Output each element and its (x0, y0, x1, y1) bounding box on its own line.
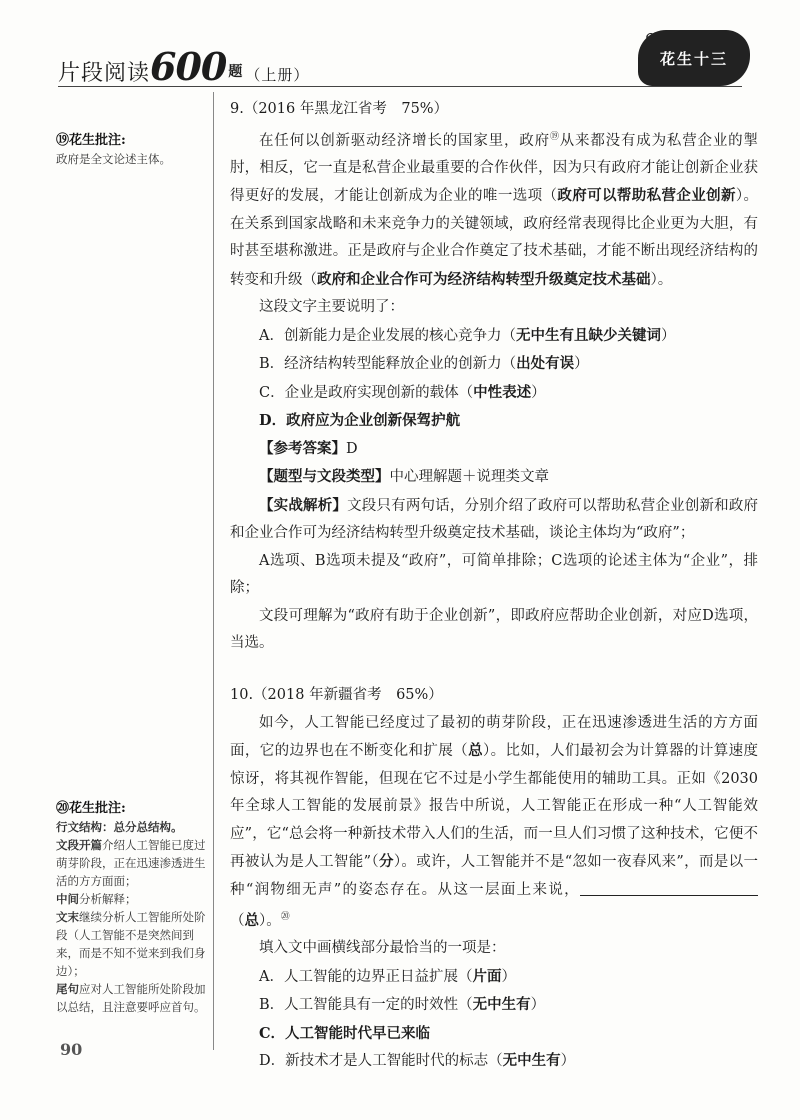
option-text: ） (530, 997, 546, 1014)
passage-annotation: 政府和企业合作可为经济结构转型升级奠定技术基础 (317, 270, 651, 288)
side-note-text: 介绍人工智能已度过萌芽阶段，正在迅速渗透进生活的方方面面； (56, 838, 206, 888)
analysis-3: 文段可理解为“政府有助于企业创新”，即政府应帮助企业创新，对应D选项，当选。 (230, 607, 758, 652)
side-note-line (56, 980, 206, 1016)
passage-annotation: 政府可以帮助私营企业创新 (557, 187, 736, 205)
question-type (230, 463, 758, 492)
option-c (230, 379, 758, 408)
passage-text: （ (230, 912, 245, 929)
option-note: 片面 (472, 967, 502, 985)
passage-text: ）。 (259, 912, 281, 929)
option-b (230, 991, 758, 1020)
passage-text: ）。或许，人工智能并不是“忽如一夜春风来”，而是以一种“润物细无声”的姿态存在。从这一层面上来说， (230, 854, 759, 898)
question-title: 9.（2016 年黑龙江省考 75%） (230, 101, 449, 117)
brand-logo: 花生十三 (638, 30, 750, 86)
side-note-text: 应对人工智能所处阶段加以总结，且注意要呼应首句。 (56, 982, 206, 1014)
question-10 (230, 682, 758, 1076)
option-text: B．人工智能具有一定的时效性（ (259, 997, 473, 1014)
question-9 (230, 96, 758, 658)
margin-divider (213, 92, 214, 1050)
book-title-text: 片段阅读 (58, 61, 151, 86)
option-c: C．人工智能时代早已来临 (259, 1024, 431, 1042)
answer (230, 435, 758, 464)
side-note-line (56, 890, 206, 908)
side-note-text: 分析解释； (79, 892, 137, 906)
side-note-body: 政府是全文论述主体。 (56, 152, 171, 166)
annotation-marker: ⑳ (280, 912, 290, 922)
book-volume: （上册） (245, 66, 310, 84)
side-note-keyword: 中间 (56, 892, 79, 906)
page-number: 90 (60, 1040, 83, 1059)
answer-value: D (346, 440, 358, 457)
analysis-1 (230, 492, 758, 548)
analysis-2: A选项、B选项未提及“政府”，可简单排除；C选项的论述主体为“企业”，排除； (230, 552, 758, 597)
option-d (230, 1047, 758, 1076)
option-text: ） (574, 356, 589, 373)
side-note-keyword: 尾句 (56, 982, 79, 996)
book-title-suffix: 题 (228, 64, 244, 80)
option-b (230, 350, 758, 379)
passage-text: ）。在关系到国家战略和未来竞争力的关键领域，政府经常表现得比企业更为大胆，有时甚至堪称激进。正是政府与企业合作奠定了技术基础，才能不断出现经济结构的转变和升级（ (230, 188, 759, 288)
side-note-19 (56, 132, 206, 168)
side-note-title: ⑳花生批注: (56, 801, 126, 816)
passage-text: ）。比如，人们最初会为计算器的计算速度惊讶，将其视作智能，但现在它不过是小学生都能使用的辅助工具。正如《2030年全球人工智能的发展前景》报告中所说，人工智能正在形成一种“人工智能效应”，它“总会将一种新技术带入人们的生活，而一旦人们习惯了这种技术，它便不再被认为是人工智能”（ (230, 743, 759, 870)
side-note-20 (56, 800, 206, 1016)
option-text: ） (560, 1053, 576, 1070)
passage-annotation: 总 (244, 911, 259, 929)
option-note: 出处有误 (516, 355, 575, 373)
side-note-line (56, 836, 206, 890)
question-passage (230, 124, 758, 295)
answer-blank (580, 877, 758, 896)
option-d: D．政府应为企业创新保驾护航 (259, 412, 461, 430)
passage-annotation: 分 (378, 853, 394, 870)
side-note-keyword: 文段开篇 (56, 838, 102, 852)
option-note: 无中生有且缺少关键词 (515, 326, 661, 344)
question-passage (230, 710, 758, 936)
passage-text: 从来都没有成为私营企业的掣肘，相反，它一直是私营企业最重要的合作伙伴，因为只有政府才能让创新企业获得更好的发展，才能让创新成为企业的唯一选项（ (230, 132, 758, 205)
option-note: 中性表述 (473, 383, 532, 401)
question-stem: 这段文字主要说明了： (259, 299, 404, 316)
analysis-text: 文段只有两句话，分别介绍了政府可以帮助私营企业创新和政府和企业合作可为经济结构转型升级奠定技术基础，谈论主体均为“政府”； (230, 497, 759, 542)
option-text: A．创新能力是企业发展的核心竞争力（ (259, 327, 516, 344)
question-type-label: 【题型与文段类型】 (259, 468, 390, 486)
passage-text: ）。 (650, 271, 673, 288)
answer-label: 【参考答案】 (259, 439, 346, 457)
option-text: C．企业是政府实现创新的载体（ (259, 384, 474, 401)
option-note: 无中生有 (472, 996, 531, 1014)
passage-annotation: 总 (468, 742, 483, 759)
question-stem: 填入文中画横线部分最恰当的一项是： (259, 940, 506, 957)
option-a (230, 963, 758, 992)
header-divider (58, 86, 742, 87)
option-text: B．经济结构转型能释放企业的创新力（ (259, 356, 517, 373)
option-text: A．人工智能的边界正日益扩展（ (259, 968, 473, 985)
side-note-title: ⑲花生批注: (56, 133, 126, 148)
question-type-value: 中心理解题＋说理类文章 (389, 469, 549, 486)
option-text: D．新技术才是人工智能时代的标志（ (259, 1053, 503, 1070)
side-note-keyword: 文末 (56, 910, 79, 924)
book-title (58, 44, 309, 89)
side-note-line: 行文结构：总分总结构。 (56, 820, 183, 834)
option-text: ） (501, 968, 516, 985)
option-text: ） (660, 327, 676, 344)
side-note-line (56, 908, 206, 980)
book-title-number: 600 (150, 44, 227, 89)
question-title: 10.（2018 年新疆省考 65%） (230, 687, 443, 703)
side-note-text: 继续分析人工智能所处阶段（人工智能不是突然间到来，而是不知不觉来到我们身边）； (56, 910, 206, 978)
passage-text: 如今，人工智能已经度过了最初的萌芽阶段，正在迅速渗透进生活的方方面面，它的边界也在不断变化和扩展（ (230, 714, 758, 759)
option-a (230, 322, 758, 351)
passage-text: 在任何以创新驱动经济增长的国家里，政府 (259, 132, 550, 149)
analysis-label: 【实战解析】 (259, 496, 348, 514)
option-text: ） (531, 384, 546, 401)
annotation-marker: ⑲ (549, 131, 560, 142)
option-note: 无中生有 (502, 1052, 561, 1070)
